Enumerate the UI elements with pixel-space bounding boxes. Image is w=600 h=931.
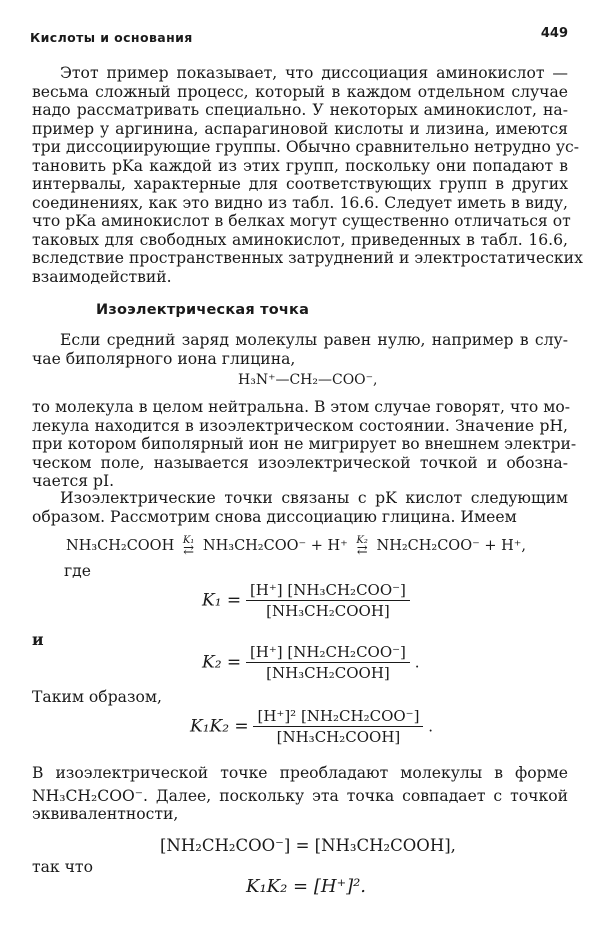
paragraph-dissociation bbox=[32, 64, 583, 286]
formula-equivalence: [NH₂CH₂COO⁻] = [NH₃CH₂COOH], bbox=[160, 836, 456, 855]
equation-k1 bbox=[202, 580, 410, 621]
k1k2-fraction bbox=[253, 706, 423, 747]
equation-k1k2 bbox=[190, 706, 433, 747]
text-line: ческом поле, называется изоэлектрической точкой и обозна- bbox=[32, 453, 568, 472]
text-line: тановить pKa каждой из этих групп, поскольку они попадают в bbox=[32, 156, 568, 175]
double-arrow-icon: ⇄ bbox=[183, 543, 195, 558]
species-cation: NH₃CH₂COOH bbox=[66, 538, 175, 554]
k1k2-lhs: K₁K₂ = bbox=[190, 716, 249, 737]
species-zwitterion: NH₃CH₂COO⁻ + H⁺ bbox=[202, 538, 348, 554]
equilibrium-equation bbox=[66, 536, 526, 556]
species-anion: NH₂CH₂COO⁻ + H⁺, bbox=[376, 538, 527, 554]
word-gde: где bbox=[64, 562, 91, 580]
double-arrow-icon: ⇄ bbox=[356, 543, 368, 558]
text-line: таковых для свободных аминокислот, приведенных в табл. 16.6, bbox=[32, 230, 568, 249]
text-line: Изоэлектрические точки связаны с pK кислот следующим bbox=[60, 489, 568, 507]
text-line: интервалы, характерные для соответствующих групп в других bbox=[32, 175, 568, 193]
k2-label: K₂ bbox=[356, 535, 368, 546]
word-i: и bbox=[32, 630, 44, 649]
paragraph-equivalence bbox=[32, 764, 568, 824]
text-line: соединениях, как это видно из табл. 16.6. Следует иметь в виду, bbox=[32, 193, 568, 212]
text-line: три диссоциирующие группы. Обычно сравнительно нетрудно ус- bbox=[32, 138, 579, 156]
text-line: пример у аргинина, аспарагиновой кислоты и лизина, имеются bbox=[32, 119, 568, 138]
k1k2-denominator: [NH₃CH₂COOH] bbox=[276, 728, 401, 746]
running-title: Кислоты и основания bbox=[30, 30, 193, 45]
text-line: NH₃CH₂COO⁻. Далее, поскольку эта точка совпадает с точкой bbox=[32, 786, 568, 805]
page-number: 449 bbox=[540, 26, 568, 41]
k2-period: . bbox=[414, 653, 420, 672]
text-line: образом. Рассмотрим снова диссоциацию глицина. Имеем bbox=[32, 507, 517, 526]
k1-lhs: K₁ = bbox=[202, 590, 242, 611]
text-line: чае биполярного иона глицина, bbox=[32, 349, 296, 368]
paragraph-pk-relation bbox=[32, 489, 568, 526]
k1-numerator: [H⁺] [NH₃CH₂COO⁻] bbox=[246, 580, 410, 601]
k1k2-period: . bbox=[428, 717, 433, 736]
k1-denominator: [NH₃CH₂COOH] bbox=[266, 602, 390, 620]
formula-final: K₁K₂ = [H⁺]². bbox=[246, 876, 367, 897]
text-line: Этот пример показывает, что диссоциация аминокислот — bbox=[60, 64, 568, 82]
text-line: весьма сложный процесс, который в каждом отдельном случае bbox=[32, 82, 568, 101]
page-header bbox=[30, 24, 568, 46]
paragraph-zero-charge bbox=[32, 331, 568, 368]
k1-fraction bbox=[246, 580, 410, 621]
k2-denominator: [NH₃CH₂COOH] bbox=[266, 664, 390, 682]
text-line: взаимодействий. bbox=[32, 267, 172, 286]
equilibrium-arrow-k1 bbox=[183, 536, 194, 556]
equation-k2 bbox=[202, 642, 419, 683]
section-heading: Изоэлектрическая точка bbox=[96, 302, 310, 318]
text-line: Если средний заряд молекулы равен нулю, например в слу- bbox=[60, 331, 568, 349]
word-tak-chto: так что bbox=[32, 858, 93, 876]
text-line: лекула находится в изоэлектрическом состоянии. Значение pH, bbox=[32, 416, 568, 435]
text-line: надо рассматривать специально. У некоторых аминокислот, на- bbox=[32, 101, 568, 119]
text-line: что pKa аминокислот в белках могут существенно отличаться от bbox=[32, 212, 571, 230]
word-takim-obrazom: Таким образом, bbox=[32, 688, 162, 706]
k1-label: K₁ bbox=[182, 535, 195, 546]
k2-numerator: [H⁺] [NH₂CH₂COO⁻] bbox=[246, 642, 410, 663]
equilibrium-arrow-k2 bbox=[356, 536, 367, 556]
text-line: В изоэлектрической точке преобладают молекулы в форме bbox=[32, 764, 568, 782]
paragraph-isoelectric-state bbox=[32, 398, 577, 491]
text-line: чается pI. bbox=[32, 472, 115, 490]
text-line: то молекула в целом нейтральна. В этом случае говорят, что мо- bbox=[32, 398, 571, 416]
text-line: вследствие пространственных затруднений и электростатических bbox=[32, 249, 583, 267]
k1k2-numerator: [H⁺]² [NH₂CH₂COO⁻] bbox=[253, 706, 423, 727]
text-line: при котором биполярный ион не мигрирует во внешнем электри- bbox=[32, 435, 577, 453]
k2-fraction bbox=[246, 642, 410, 683]
text-line: эквивалентности, bbox=[32, 805, 179, 823]
k2-lhs: K₂ = bbox=[202, 652, 242, 673]
formula-glycine-zwitterion: H₃N⁺—CH₂—COO⁻, bbox=[238, 372, 378, 388]
